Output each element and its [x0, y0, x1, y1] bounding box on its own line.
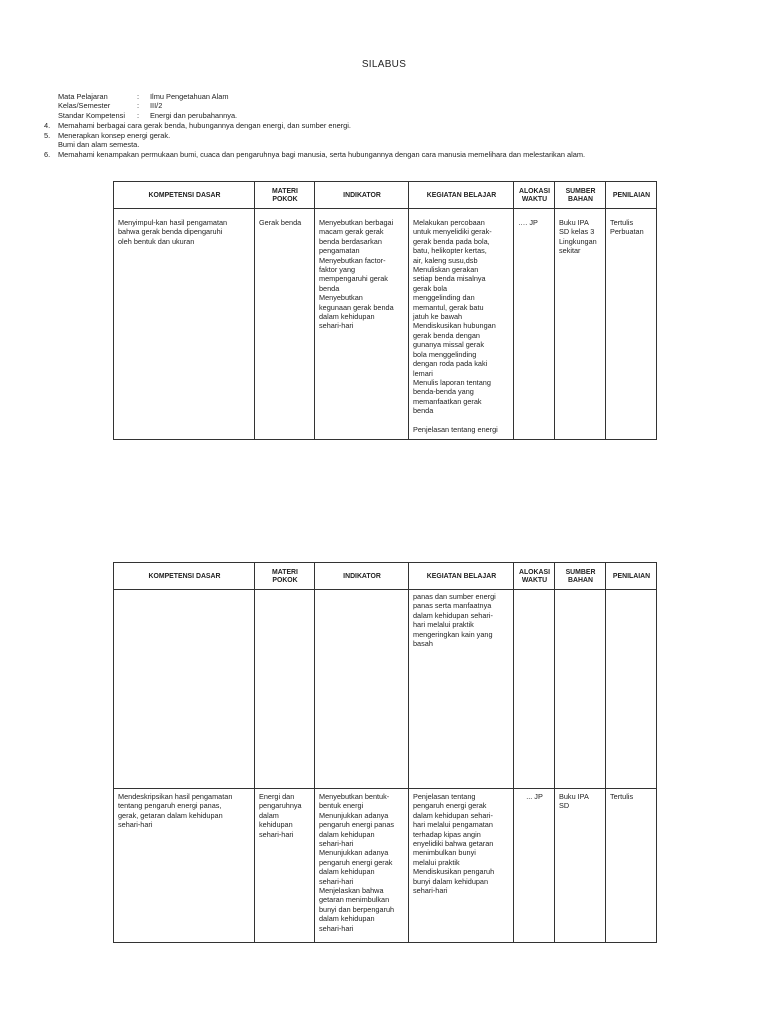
cell-indikator: [315, 209, 409, 440]
header-kompetensi: [114, 563, 255, 590]
standard-text: Memahami kenampakan permukaan bumi, cuaca dan pengaruhnya bagi manusia, serta hubungannya dengan cara manusia memelihara dan melestarikan alam.: [58, 150, 586, 159]
cell-kompetensi: [114, 789, 255, 943]
header-kegiatan: [409, 182, 514, 209]
cell-penilaian: [606, 789, 657, 943]
header-label: SUMBER BAHAN: [565, 569, 596, 584]
cell-text: Tertulis: [610, 792, 634, 801]
meta-value: III/2: [150, 101, 163, 110]
header-label: MATERI POKOK: [272, 569, 298, 584]
cell-materi: [255, 590, 315, 789]
standard-number: 4.: [44, 121, 51, 130]
header-indikator: [315, 563, 409, 590]
meta-colon: :: [137, 92, 140, 101]
cell-kompetensi: [114, 590, 255, 789]
syllabus-table-2: [113, 562, 657, 943]
cell-sumber: [555, 590, 606, 789]
cell-text: Tertulis Perbuatan: [610, 218, 644, 237]
standard-number: 6.: [44, 150, 51, 159]
cell-alokasi: [514, 590, 555, 789]
meta-colon: :: [137, 101, 140, 110]
cell-alokasi: [514, 789, 555, 943]
header-alokasi: [514, 563, 555, 590]
cell-text: Gerak benda: [259, 218, 302, 227]
standard-number: 5.: [44, 131, 51, 140]
cell-text: Penjelasan tentang pengaruh energi gerak dalam kehidupan sehari- hari melalui pengamatan terhadap kipas angin enyelidiki bahwa getaran menimbulkan bunyi melalui praktik Mendiskusikan pengaruh bunyi dalam kehidupan sehari-hari: [413, 792, 495, 896]
syllabus-table-1: [113, 181, 657, 440]
header-label: KOMPETENSI DASAR: [148, 573, 221, 580]
cell-sumber: [555, 789, 606, 943]
table-header-row: [114, 182, 657, 209]
standard-text: Menerapkan konsep energi gerak.: [58, 131, 171, 140]
cell-text: Menyebutkan berbagai macam gerak gerak benda berdasarkan pengamatan Menyebutkan factor- faktor yang mempengaruhi gerak benda Menyebutkan kegunaan gerak benda dalam kehidupan sehari-hari: [319, 218, 394, 331]
header-label: KEGIATAN BELAJAR: [426, 573, 497, 580]
cell-text: Mendeskripsikan hasil pengamatan tentang pengaruh energi panas, gerak, getaran dalam kehidupan sehari-hari: [118, 792, 233, 830]
cell-text: Menyebutkan bentuk- bentuk energi Menunjukkan adanya pengaruh energi panas dalam kehidupan sehari-hari Menunjukkan adanya pengaruh energi gerak dalam kehidupan sehari-hari Menjelaskan bahwa getaran menimbulkan bunyi dan berpengaruh dalam kehidupan sehari-hari: [319, 792, 395, 933]
header-penilaian: [606, 182, 657, 209]
header-kompetensi: [114, 182, 255, 209]
cell-indikator: [315, 789, 409, 943]
cell-text: panas dan sumber energi panas serta manfaatnya dalam kehidupan sehari- hari melalui praktik mengeringkan kain yang basah: [413, 592, 496, 649]
cell-text: Buku IPA SD: [559, 792, 589, 811]
header-kegiatan: [409, 563, 514, 590]
meta-value: Ilmu Pengetahuan Alam: [150, 92, 229, 101]
cell-penilaian: [606, 209, 657, 440]
meta-colon: :: [137, 111, 140, 120]
cell-penilaian: [606, 590, 657, 789]
cell-text: Melakukan percobaan untuk menyelidiki gerak- gerak benda pada bola, batu, helikopter kertas, air, kaleng susu,dsb Menuliskan gerakan setiap benda misalnya gerak bola menggelinding dan memantul, gerak batu jatuh ke bawah Mendiskusikan hubungan gerak benda dengan gunanya missal gerak bola menggelinding dengan roda pada kaki lemari Menulis laporan tentang benda-benda yang memanfaatkan gerak benda Penjelasan tentang energi: [413, 218, 498, 434]
header-sumber: [555, 182, 606, 209]
header-label: KEGIATAN BELAJAR: [426, 192, 497, 199]
meta-label: Standar Kompetensi: [58, 111, 125, 120]
table-header-row: [114, 563, 657, 590]
cell-alokasi: [514, 209, 555, 440]
cell-text: Menyimpul-kan hasil pengamatan bahwa gerak benda dipengaruhi oleh bentuk dan ukuran: [118, 218, 228, 246]
header-label: PENILAIAN: [612, 192, 651, 199]
header-label: ALOKASI WAKTU: [518, 188, 550, 203]
header-sumber: [555, 563, 606, 590]
header-label: MATERI POKOK: [272, 188, 298, 203]
header-label: INDIKATOR: [343, 192, 381, 199]
header-label: SUMBER BAHAN: [565, 188, 596, 203]
cell-text: ... JP: [526, 792, 543, 801]
cell-sumber: [555, 209, 606, 440]
cell-kompetensi: [114, 209, 255, 440]
cell-indikator: [315, 590, 409, 789]
cell-materi: [255, 209, 315, 440]
cell-text: Buku IPA SD kelas 3 Lingkungan sekitar: [559, 218, 597, 256]
header-materi: [255, 563, 315, 590]
standard-text: Bumi dan alam semesta.: [58, 140, 140, 149]
header-alokasi: [514, 182, 555, 209]
table-row: [114, 209, 657, 440]
cell-kegiatan: [409, 209, 514, 440]
document-title: SILABUS: [361, 59, 407, 70]
header-materi: [255, 182, 315, 209]
table-row: [114, 590, 657, 789]
header-indikator: [315, 182, 409, 209]
table-row: [114, 789, 657, 943]
meta-value: Energi dan perubahannya.: [150, 111, 238, 120]
cell-text: Energi dan pengaruhnya dalam kehidupan sehari-hari: [259, 792, 302, 839]
cell-materi: [255, 789, 315, 943]
standard-text: Memahami berbagai cara gerak benda, hubungannya dengan energi, dan sumber energi.: [58, 121, 351, 130]
cell-kegiatan: [409, 590, 514, 789]
meta-label: Kelas/Semester: [58, 101, 111, 110]
cell-text: …. JP: [518, 218, 538, 227]
header-label: PENILAIAN: [612, 573, 651, 580]
header-label: ALOKASI WAKTU: [518, 569, 550, 584]
header-penilaian: [606, 563, 657, 590]
header-label: KOMPETENSI DASAR: [148, 192, 221, 199]
header-label: INDIKATOR: [343, 573, 381, 580]
meta-label: Mata Pelajaran: [58, 92, 108, 101]
cell-kegiatan: [409, 789, 514, 943]
